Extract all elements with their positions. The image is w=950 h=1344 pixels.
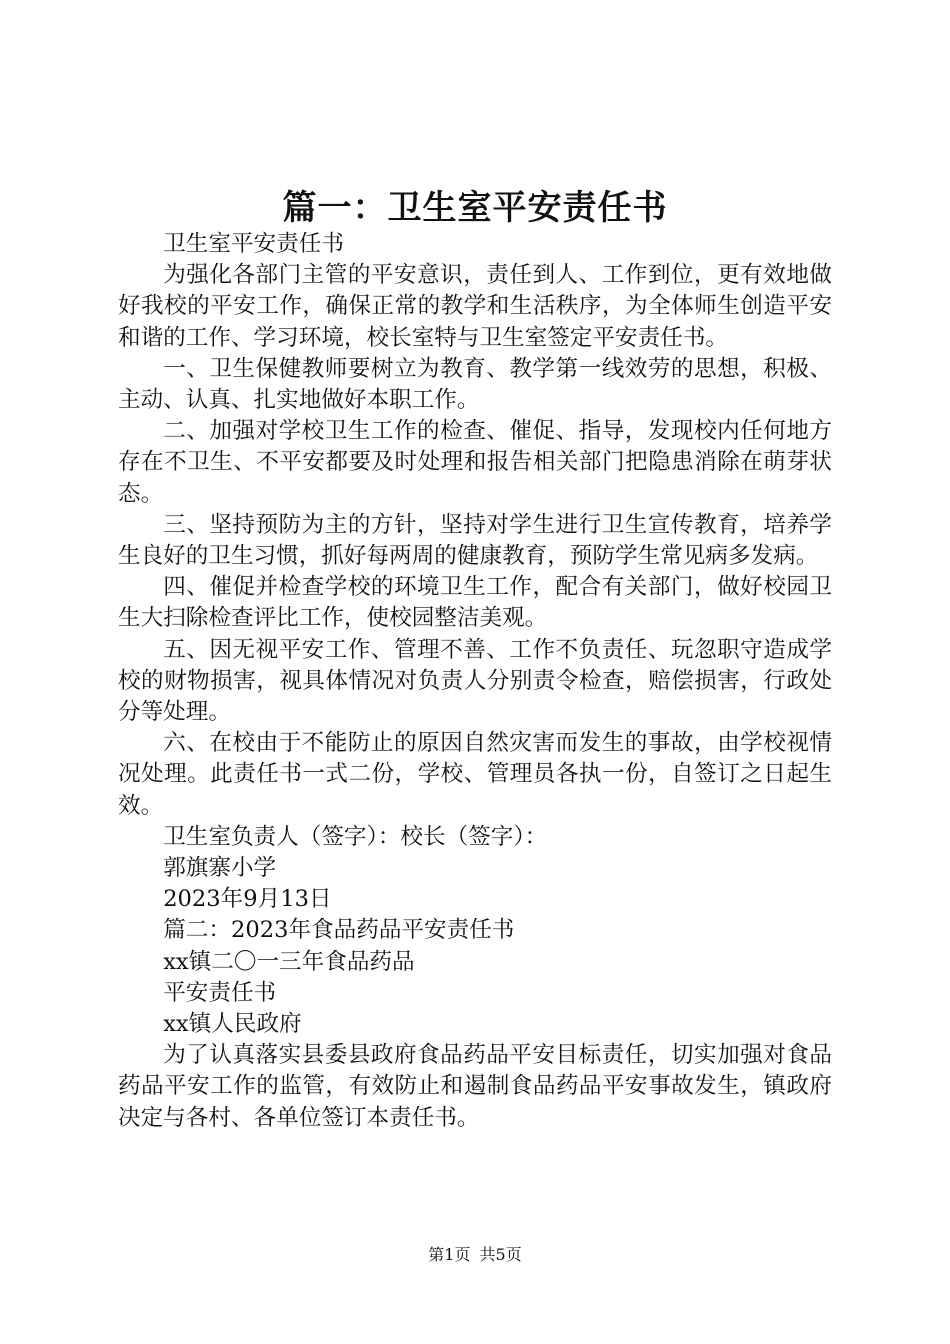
paragraph: 三、坚持预防为主的方针，坚持对学生进行卫生宣传教育，培养学生良好的卫生习惯，抓好每两周的健康教育，预防学生常见病多发病。: [118, 511, 832, 570]
paragraph: 一、卫生保健教师要树立为教育、教学第一线效劳的思想，积极、主动、认真、扎实地做好本职工作。: [118, 355, 832, 414]
page-footer: [0, 1243, 950, 1267]
paragraph: xx镇人民政府: [163, 1011, 302, 1038]
paragraph: 六、在校由于不能防止的原因自然灾害而发生的事故，由学校视情况处理。此责任书一式二份，学校、管理员各执一份，自签订之日起生效。: [118, 730, 832, 819]
paragraph: xx镇二〇一三年食品药品: [163, 948, 415, 975]
paragraph: 平安责任书: [163, 979, 277, 1006]
paragraph: 二、加强对学校卫生工作的检查、催促、指导，发现校内任何地方存在不卫生、不平安都要及时处理和报告相关部门把隐患消除在萌芽状态。: [118, 418, 832, 507]
paragraph: 卫生室平安责任书: [163, 231, 344, 257]
document-title: 篇一：卫生室平安责任书: [282, 188, 668, 228]
paragraph: 为了认真落实县委县政府食品药品平安目标责任，切实加强对食品药品平安工作的监管，有效防止和遏制食品药品平安事故发生，镇政府决定与各村、各单位签订本责任书。: [118, 1042, 832, 1131]
paragraph: 为强化各部门主管的平安意识，责任到人、工作到位，更有效地做好我校的平安工作，确保正常的教学和生活秩序，为全体师生创造平安和谐的工作、学习环境，校长室特与卫生室签定平安责任书。: [118, 262, 832, 351]
section-heading: 篇二：2023年食品药品平安责任书: [163, 917, 515, 944]
document-body: [118, 229, 832, 1134]
school-name: 郭旗寨小学: [163, 855, 277, 882]
paragraph: 五、因无视平安工作、管理不善、工作不负责任、玩忽职守造成学校的财物损害，视具体情况对负责人分别责令检查，赔偿损害，行政处分等处理。: [118, 636, 832, 726]
date-line: 2023年9月13日: [163, 886, 332, 913]
page-total: 共5页: [479, 1245, 522, 1264]
page-number: 第1页: [428, 1245, 471, 1264]
signature-line: 卫生室负责人（签字）：校长（签字）：: [163, 823, 548, 850]
paragraph: 四、催促并检查学校的环境卫生工作，配合有关部门，做好校园卫生大扫除检查评比工作，使校园整洁美观。: [118, 574, 832, 632]
